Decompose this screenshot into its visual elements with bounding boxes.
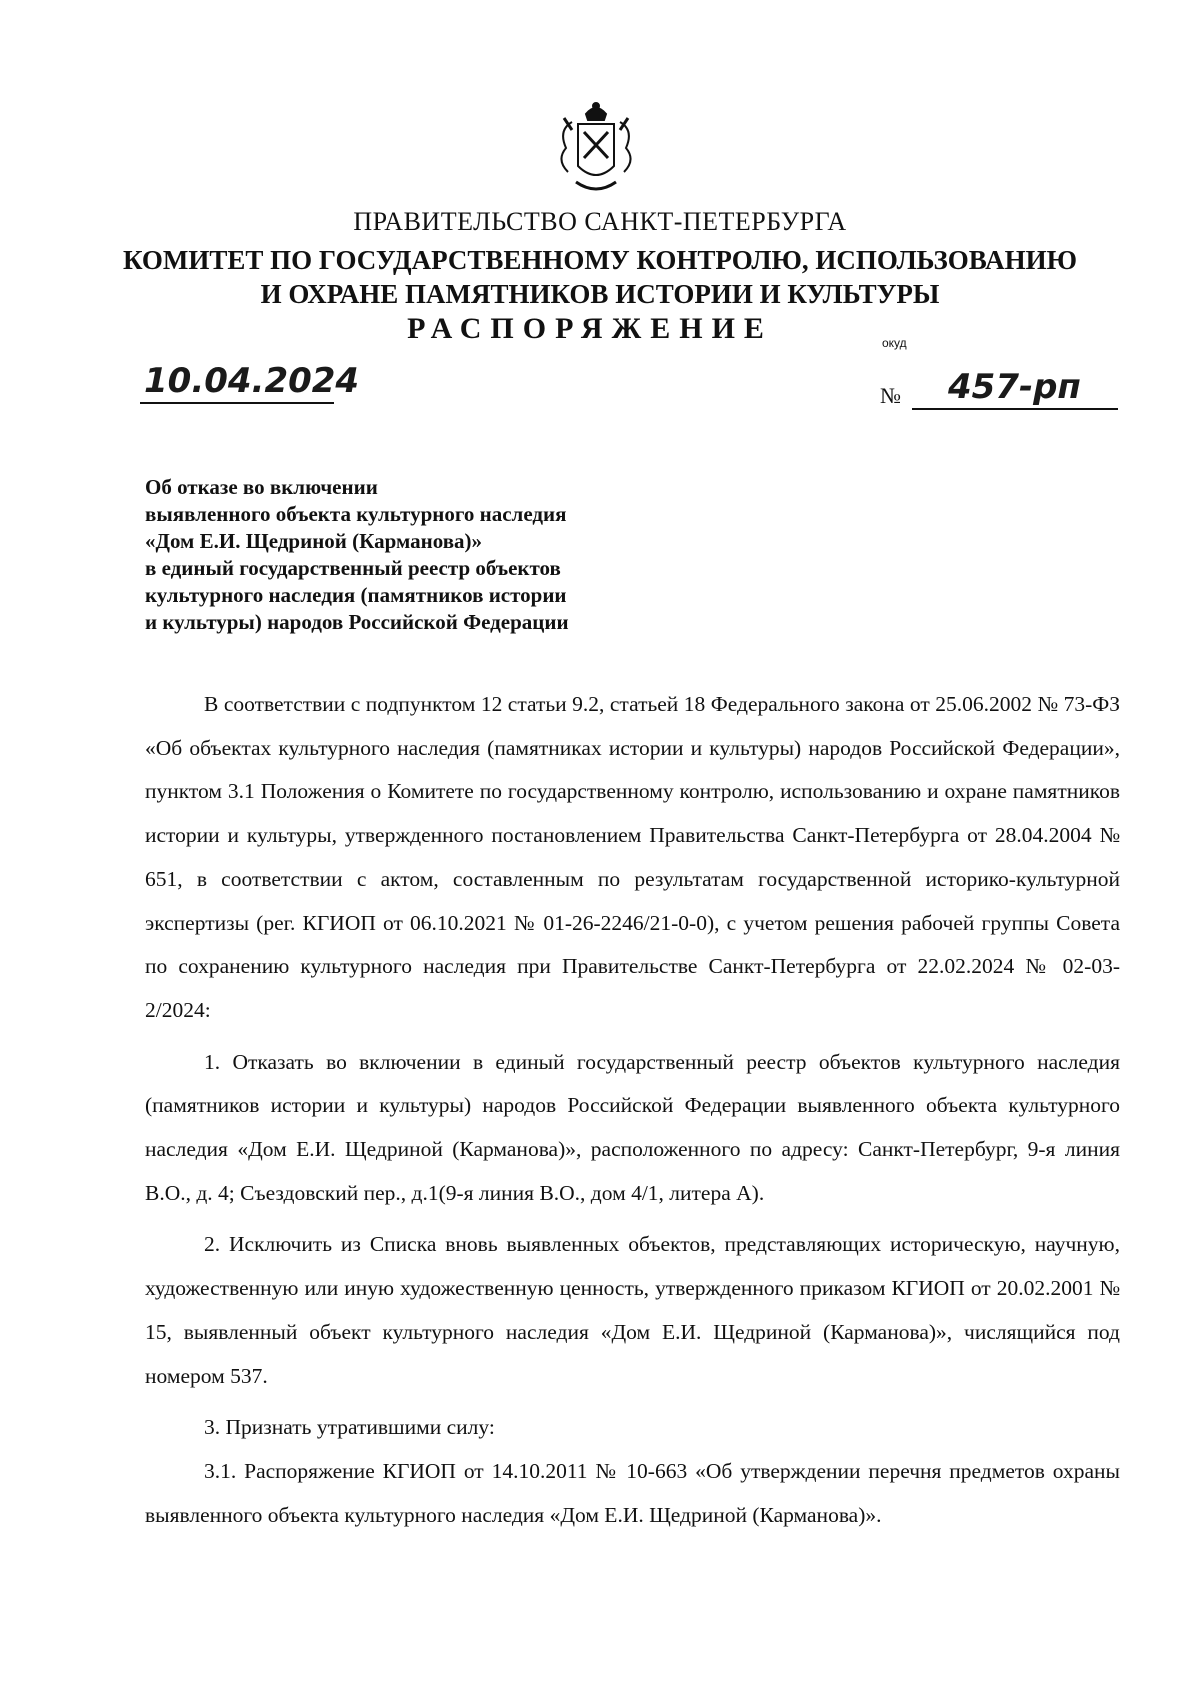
document-date: 10.04.2024 xyxy=(140,360,334,404)
document-type: РАСПОРЯЖЕНИЕ xyxy=(407,312,773,345)
preamble-paragraph: В соответствии с подпунктом 12 статьи 9.2, статьей 18 Федерального закона от 25.06.2002 № 73-ФЗ «Об объектах культурного наследия (памятниках истории и культуры) народов Российской Федерации», пунктом 3.1 Положения о Комитете по государственному контролю, использованию и охране памятников истории и культуры, утвержденного постановлением Правительства Санкт-Петербурга от 28.04.2004 № 651, в соответствии с актом, составленным по результатам государственной историко-культурной экспертизы (рег. КГИОП от 06.10.2021 № 01-26-2246/21-0-0), с учетом решения рабочей группы Совета по сохранению культурного наследия при Правительстве Санкт-Петербурга от 22.02.2024 № 02-03-2/2024: xyxy=(145,692,1120,1022)
document-body xyxy=(145,683,1120,1545)
committee-line-1: КОМИТЕТ ПО ГОСУДАРСТВЕННОМУ КОНТРОЛЮ, ИСПОЛЬЗОВАНИЮ xyxy=(123,245,1077,275)
document-subject xyxy=(145,474,705,636)
government-title: ПРАВИТЕЛЬСТВО САНКТ-ПЕТЕРБУРГА xyxy=(353,207,847,236)
okud-label: окуд xyxy=(882,336,907,350)
item-2-paragraph: 2. Исключить из Списка вновь выявленных объектов, представляющих историческую, научную, художественную или иную художественную ценность, утвержденного приказом КГИОП от 20.02.2001 № 15, выявленный объект культурного наследия «Дом Е.И. Щедриной (Карманова)», числящийся под номером 537. xyxy=(145,1232,1120,1388)
document-number: 457-рп xyxy=(912,366,1118,410)
subject-line: культурного наследия (памятников истории xyxy=(145,583,567,607)
item-1-paragraph: 1. Отказать во включении в единый государственный реестр объектов культурного наследия (памятников истории и культуры) народов Российской Федерации выявленного объекта культурного наследия «Дом Е.И. Щедриной (Карманова)», расположенного по адресу: Санкт-Петербург, 9-я линия В.О., д. 4; Съездовский пер., д.1(9-я линия В.О., дом 4/1, литера А). xyxy=(145,1049,1120,1205)
committee-name xyxy=(0,243,1200,311)
subject-line: в единый государственный реестр объектов xyxy=(145,556,561,580)
number-label: № xyxy=(880,383,901,408)
subject-line: «Дом Е.И. Щедриной (Карманова)» xyxy=(145,529,483,553)
subject-line: и культуры) народов Российской Федерации xyxy=(145,610,569,634)
item-3-1-paragraph: 3.1. Распоряжение КГИОП от 14.10.2011 № 10-663 «Об утверждении перечня предметов охраны выявленного объекта культурного наследия «Дом Е.И. Щедриной (Карманова)». xyxy=(145,1458,1120,1527)
subject-line: выявленного объекта культурного наследия xyxy=(145,502,567,526)
coat-of-arms-icon xyxy=(548,100,644,200)
committee-line-2: И ОХРАНЕ ПАМЯТНИКОВ ИСТОРИИ И КУЛЬТУРЫ xyxy=(260,279,940,309)
item-3-paragraph: 3. Признать утратившими силу: xyxy=(204,1415,495,1440)
subject-line: Об отказе во включении xyxy=(145,475,378,499)
